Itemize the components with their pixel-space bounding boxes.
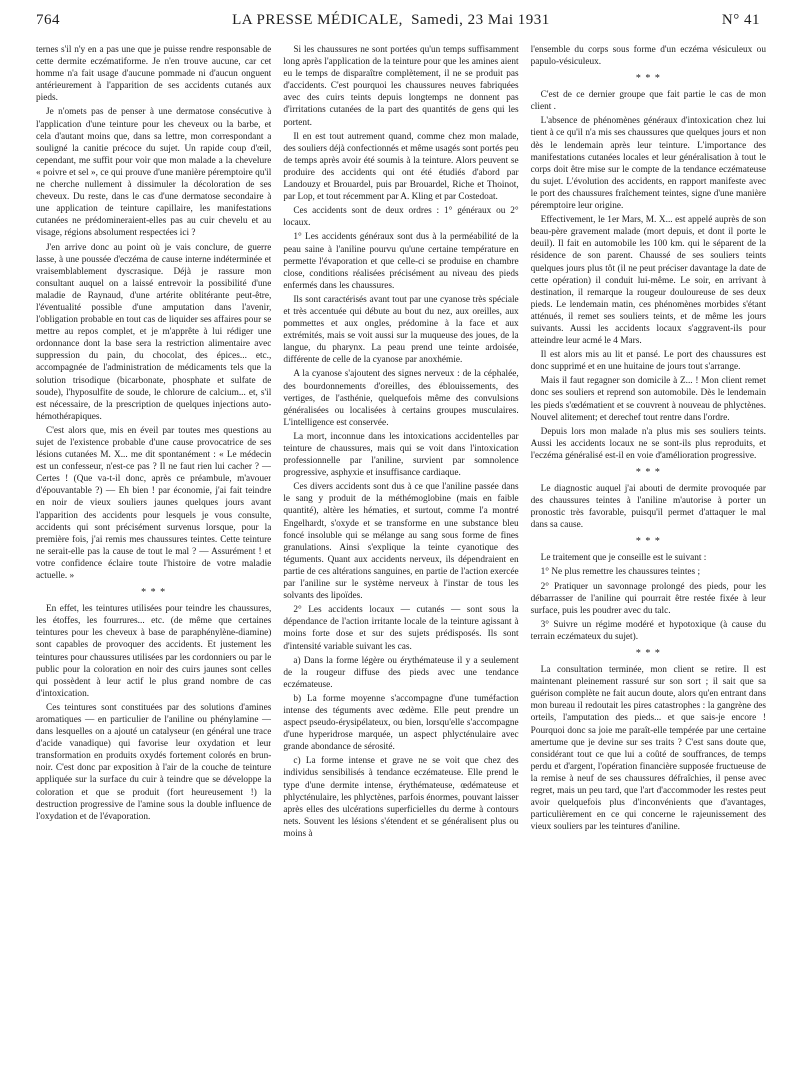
paragraph: Ces divers accidents sont dus à ce que l'aniline passée dans le sang y produit de la méthémoglobine (mais en faible quantité), altère les hématies, et surtout, comme l'a montré Engelhardt, s'oxyde et se transforme en une substance bleu foncé insoluble qui se mélange au sang sous forme de fines granulations. Ainsi s'explique la teinte cyanotique des téguments. Quant aux accidents nerveux, ils dépendraient en partie de ces altérations sanguines, en partie de l'action exercée par l'aniline sur le système nerveux à l'instar de tous les solvants des lipoïdes. xyxy=(283,482,519,602)
section-separator: * * * xyxy=(141,587,167,599)
column-2 xyxy=(283,44,518,1074)
paragraph: C'est alors que, mis en éveil par toutes mes questions au sujet de l'existence probable d'une cause provocatrice de ses lésions cutanées M. X... me dit spontanément : « Le médecin est un confesseur, n'est-ce pas ? Il ne faut rien lui cacher ? — Certes ! (Que va-t-il donc, après ce préambule, m'avouer d'épouvantable ?) — Eh bien ! par économie, j'ai fait teindre en noir de vieux souliers jaunes quelques jours avant l'apparition des accidents pour lesquels je vous consulte, accidents qui sont précisément survenus lorsque, pour la première fois, j'ai remis mes chaussures teintes. Cette teinture ne serait-elle pas la cause de tout le mal ? — Assurément ! et votre confidence éclaire toute l'histoire de votre maladie actuelle. » xyxy=(36,425,272,582)
section-separator: * * * xyxy=(635,467,661,478)
journal-name: LA PRESSE MÉDICALE, xyxy=(232,11,403,28)
paragraph: En effet, les teintures utilisées pour teindre les chaussures, les étoffes, les fourrures... etc. (de même que certaines teintures pour les cheveux à base de paraphénylène-diamine) sont capables de provoquer des accidents. Et justement les teintures pour chaussures utilisées par les cordonniers ou par le public pour la coloration en noir des cuirs jaunes sont celles qui possèdent à leur actif le plus grand nombre de cas d'intoxication. xyxy=(36,604,272,699)
paragraph: Mais il faut regagner son domicile à Z... ! Mon client remet donc ses souliers et reprend son automobile. Dès le lendemain les pieds s'œdématient et se couvrent à nouveau de phlyctènes. Nouvel alitement; et derechef tout rentre dans l'ordre. xyxy=(530,376,766,423)
header-title xyxy=(60,12,722,29)
article-columns xyxy=(36,44,766,1074)
paragraph: Si les chaussures ne sont portées qu'un temps suffisamment long après l'application de la teinture pour que les amines aient eu le temps de disparaître complètement, il ne se produit pas d'accidents. C'est pourquoi les chaussures neuves fabriquées avec des cuirs teints depuis longtemps ne donnent pas d'irritations cutanées de la part des quantités de gens qui les portent. xyxy=(283,45,519,128)
paragraph: La mort, inconnue dans les intoxications accidentelles par teinture de chaussures, mais qui se voit dans l'intoxication professionnelle par l'aniline, survient par somnolence progressive, asphyxie et insuffisance cardiaque. xyxy=(283,431,519,479)
paragraph: Il est alors mis au lit et pansé. Le port des chaussures est donc supprimé et en une huitaine de jours tout s'arrange. xyxy=(530,350,766,373)
paragraph: Depuis lors mon malade n'a plus mis ses souliers teints. Aussi les accidents locaux ne se sont-ils plus reproduits, et l'eczéma généralisé est-il en voie d'amélioration progressive. xyxy=(530,426,766,461)
issue-number: N° 41 xyxy=(721,11,760,28)
paragraph: b) La forme moyenne s'accompagne d'une tuméfaction intense des téguments avec œdème. Elle peut prendre un aspect pseudo-érysipélateux, ou bien, lorsqu'elle s'accompagne d'une hyperidrose marquée, un aspect phlycténulaire avec grande abondance de sérosité. xyxy=(283,693,519,753)
paragraph: ternes s'il n'y en a pas une que je puisse rendre responsable de cette dermite eczématiforme. Je n'en trouve aucune, car cet homme n'a fait usage d'aucune pommade ni d'aucun onguent antérieurement à l'apparition de ses accidents cutanés aux pieds. xyxy=(36,45,272,104)
paragraph: a) Dans la forme légère ou érythémateuse il y a seulement de la rougeur diffuse des pieds avec une tendance eczémateuse. xyxy=(283,655,519,690)
paragraph: Ces accidents sont de deux ordres : 1° généraux ou 2° locaux. xyxy=(283,206,519,229)
paragraph: Le traitement que je conseille est le suivant : xyxy=(540,553,707,564)
paragraph: 2° Pratiquer un savonnage prolongé des pieds, pour les débarrasser de l'aniline qui pourrait être restée fixée à leur surface, puis les poudrer avec du talc. xyxy=(530,581,766,616)
page-header xyxy=(36,6,760,34)
paragraph: J'en arrive donc au point où je vais conclure, de guerre lasse, à une poussée d'eczéma de cause interne indéterminée et vraisemblablement dyscrasique. Déjà je rassure mon consultant auquel on a laissé entrevoir la possibilité d'une maladie de Raynaud, d'une artérite oblitérante peut-être, l'éventualité possible d'une amputation dans l'avenir, l'obligation probable en tout cas de liquider ses affaires pour se mettre au repos complet, et je m'apprête à lui rédiger une ordonnance dont la base sera la restriction alimentaire avec suppression du pain, du chocolat, des épices... etc., accompagnée de l'administration de médicaments tels que la solution trisodique (bicarbonate, phosphate et sulfate de soude), l'hyposulfite de soude, le chlorure de calcium... et, s'il est nécessaire, de la prescription de quelques injections auto-hémothérapiques. xyxy=(36,242,272,422)
paragraph: L'absence de phénomènes généraux d'intoxication chez lui tient à ce qu'il n'a mis ses chaussures que quelques jours et non dès le lendemain après leur teinture. L'importance des manifestations cutanées locales et leur généralisation à tout le corps doit être mise sur le compte de la tendance eczémateuse du sujet. L'évolution des accidents, en rapport manifeste avec le port des chaussures fraîchement teintes, signe d'une manière péremptoire leur origine. xyxy=(530,116,766,212)
paragraph: Je n'omets pas de penser à une dermatose consécutive à l'application d'une teinture pour les cheveux ou la barbe, et cela d'autant moins que, dans sa lettre, mon correspondant a souligné la canitie précoce du sujet. Un rapide coup d'œil, cependant, me suffit pour voir que mon malade a la chevelure « poivre et sel », ce qui prouve d'une manière péremptoire qu'il ne cherche nullement à dissimuler la décoloration de ses cheveux. Du reste, dans le cas d'une dermatose secondaire à une application de teinture capillaire, les manifestations cutanées ne prédomineraient-elles pas au cuir chevelu et au visage, régions absolument respectées ici ? xyxy=(36,107,272,239)
paragraph: Il en est tout autrement quand, comme chez mon malade, des souliers déjà confectionnés et même usagés sont portés peu de temps après avoir été soumis à la teinture. Alors peuvent se produire des accidents qui ont été étudiés d'abord par Landouzy et Brouardel, puis par Brouardel, Riche et Thoinot, par Lop, et tout récemment par A. Kling et par Costedoat. xyxy=(283,131,519,203)
page-number: 764 xyxy=(36,11,60,28)
paragraph: Ces teintures sont constituées par des solutions d'amines aromatiques — en particulier de l'aniline ou phénylamine — dans lesquelles on a ajouté un catalyseur (en général une trace d'acide vanadique) qui favorise leur oxydation et leur transformation en produits oxydés fortement colorés en brun-noir. C'est donc par exposition à l'air de la couche de teinture appliquée sur la surface du cuir à teindre que se développe la coloration et que se produit (fort heureusement !) la destruction progressive de l'amine sous la double influence de l'oxydation et de l'évaporation. xyxy=(36,702,272,822)
paragraph: Le diagnostic auquel j'ai abouti de dermite provoquée par des chaussures teintes à l'aniline m'autorise à porter un pronostic très favorable, puisqu'il permet d'attaquer le mal dans sa cause. xyxy=(530,484,766,531)
paragraph: A la cyanose s'ajoutent des signes nerveux : de la céphalée, des bourdonnements d'oreilles, des éblouissements, des vertiges, de l'asthénie, quelquefois même des convulsions généralisées ou localisées à certains groupes musculaires. L'intelligence est conservée. xyxy=(283,369,519,428)
paragraph: 1° Les accidents généraux sont dus à la perméabilité de la peau saine à l'aniline pourvu qu'une certaine température en permette l'évaporation et que celle-ci se produise en chambre close, conditions réalisées précisément au niveau des pieds enfermés dans les chaussures. xyxy=(283,232,519,291)
column-1 xyxy=(36,44,271,1074)
column-3 xyxy=(531,44,766,1074)
paragraph: C'est de ce dernier groupe que fait partie le cas de mon client . xyxy=(530,90,766,113)
section-separator: * * * xyxy=(635,73,661,85)
section-separator: * * * xyxy=(635,648,661,660)
paragraph: 1° Ne plus remettre les chaussures teintes ; xyxy=(540,567,701,578)
paragraph: l'ensemble du corps sous forme d'un eczéma vésiculeux ou papulo-vésiculeux. xyxy=(530,45,766,68)
paragraph: 2° Les accidents locaux — cutanés — sont sous la dépendance de l'action irritante locale de la teinture agissant à moins forte dose et sur des sujets prédisposés. Ils sont d'intensité variable suivant les cas. xyxy=(283,605,519,652)
paragraph: 3° Suivre un régime modéré et hypotoxique (à cause du terrain eczémateux du sujet). xyxy=(530,619,766,642)
paragraph: La consultation terminée, mon client se retire. Il est maintenant pleinement rassuré sur son sort ; il sait que sa guérison complète ne fait aucun doute, alors qu'en entrant dans mon bureau il redoutait les pires catastrophes : la gangrène des orteils, l'amputation des pieds... et que sais-je encore ! Pourquoi donc sa joie me paraît-elle tempérée par une certaine amertume que je devine sur ses traits ? C'est sans doute que, considérant tout ce que lui a coûté de souffrances, de temps perdu et d'argent, l'opération financière supposée fructueuse de la remise à neuf de ses chaussures défraîchies, il pense avec regret, mais un peu tard, que l'art d'accommoder les restes peut avoir quelquefois plus d'inconvénients que d'avantages, particulièrement en ce qui concerne le rajeunissement des vieux souliers par les teintures d'aniline. xyxy=(530,665,766,833)
issue-date: Samedi, 23 Mai 1931 xyxy=(411,11,550,28)
paragraph: Effectivement, le 1er Mars, M. X... est appelé auprès de son beau-père gravement malade (mort depuis, et dont il porte le deuil). Il fait en automobile les 100 km. qui le séparent de la résidence de son parent. Chaussé de ses souliers teints quelques jours plus tôt (il ne peut préciser davantage la date de cette opération) il conduit lui-même. Le soir, en arrivant à destination, il remarque la rougeur douloureuse de ses deux pieds. Le lendemain matin, ces phénomènes morbides s'étant atténués, il remet ses souliers teints, et de même les jours suivants. Aussi les accidents locaux s'aggravent-ils pour atteindre leur acmé le 4 Mars. xyxy=(530,215,766,347)
paragraph: Ils sont caractérisés avant tout par une cyanose très spéciale et très accentuée qui débute au bout du nez, aux oreilles, aux pommettes et aux ongles, prédomine à la face et aux extrémités, mais se voit aussi sur la muqueuse des joues, de la langue, du pharynx. La peau prend une teinte ardoisée, différente de celle de la cyanose par anoxhémie. xyxy=(283,294,519,366)
paragraph: c) La forme intense et grave ne se voit que chez des individus sensibilisés à tendance eczémateuse. Elle prend le type d'une dermite intense, érythémateuse, œdémateuse et phlycténulaire, les phlyctènes, parfois énormes, pouvant laisser après elles des ulcérations superficielles du derme à contours nets. Souvent les lésions s'étendent et se généralisent plus ou moins à xyxy=(283,756,519,839)
section-separator: * * * xyxy=(635,536,661,548)
